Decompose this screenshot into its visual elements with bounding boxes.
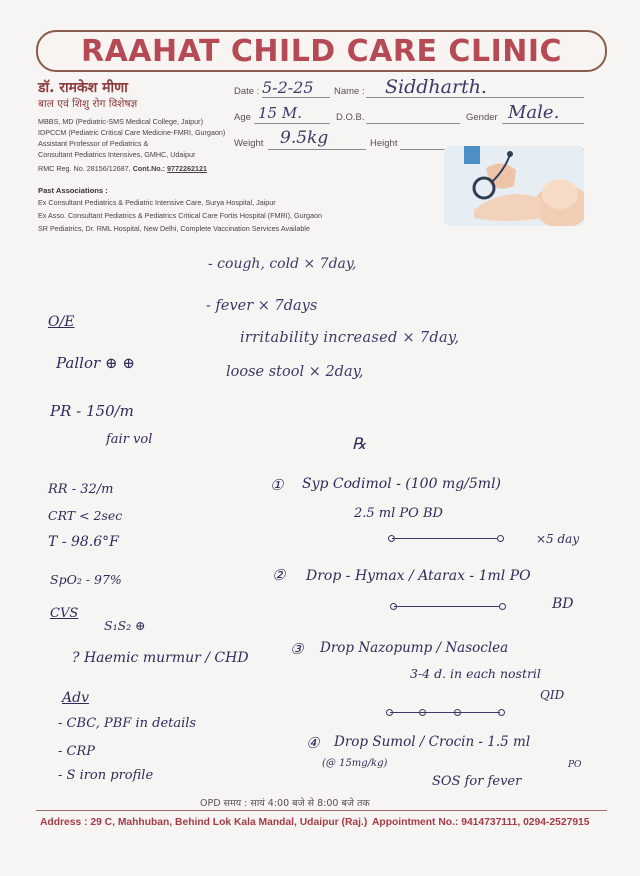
dose-dot xyxy=(388,535,395,542)
qualification-line: Consultant Pediatrics Intensives, GMHC, Udaipur xyxy=(38,150,196,159)
weight-value: 9.5kg xyxy=(280,128,329,148)
dose-schedule-line xyxy=(394,606,500,607)
rx-medicine: Drop - Hymax / Atarax - 1ml PO xyxy=(306,568,531,584)
rx-medicine: Drop Sumol / Crocin - 1.5 ml xyxy=(334,734,531,750)
rmc-reg: RMC Reg. No. 28156/12687, xyxy=(38,164,131,173)
rx-route: PO xyxy=(568,760,582,770)
capillary-refill: CRT < 2sec xyxy=(48,508,123,523)
contact-number: 9772262121 xyxy=(167,164,208,173)
murmur-note: ? Haemic murmur / CHD xyxy=(72,650,249,666)
name-label: Name : xyxy=(334,86,365,97)
rx-number: ④ xyxy=(306,734,320,752)
appointment-numbers: Appointment No.: 9414737111, 0294-2527915 xyxy=(372,817,590,828)
dob-label: D.O.B. xyxy=(336,112,365,123)
height-label: Height xyxy=(370,138,398,149)
history-line: irritability increased × 7day, xyxy=(240,330,460,346)
age-value: 15 M. xyxy=(258,104,302,122)
pallor-finding: Pallor ⊕ ⊕ xyxy=(56,354,135,372)
rx-dose-basis: (@ 15mg/kg) xyxy=(322,758,388,769)
pulse-rate: PR - 150/m xyxy=(50,402,134,420)
rx-medicine: Drop Nazopump / Nasoclea xyxy=(320,640,509,656)
gender-line xyxy=(502,123,584,124)
past-association: Ex Asso. Consultant Pediatrics & Pediatrics Critical Care Fortis Hospital (FMRI), Gurgaon xyxy=(38,211,323,220)
registration-line xyxy=(38,164,207,175)
respiratory-rate: RR - 32/m xyxy=(48,482,114,497)
history-line: - cough, cold × 7day, xyxy=(208,256,357,272)
advice-label: Adv xyxy=(62,690,89,706)
dose-dot xyxy=(454,709,461,716)
history-line: - fever × 7days xyxy=(206,298,318,314)
gender-label: Gender xyxy=(466,112,498,123)
rx-number: ② xyxy=(272,566,286,584)
name-value: Siddharth. xyxy=(385,76,487,98)
dose-dot xyxy=(419,709,426,716)
rx-frequency: SOS for fever xyxy=(432,774,522,789)
advice-item: - CBC, PBF in details xyxy=(58,716,197,731)
contact-label: Cont.No.: xyxy=(132,164,166,173)
advice-item: - S iron profile xyxy=(58,768,154,783)
pulse-volume: fair vol xyxy=(106,432,153,447)
clinic-name: RAAHAT CHILD CARE CLINIC xyxy=(80,34,563,69)
rx-frequency: BD xyxy=(552,596,574,612)
dose-dot xyxy=(498,709,505,716)
age-label: Age xyxy=(234,112,251,123)
past-association: SR Pediatrics, Dr. RML Hospital, New Delhi, Complete Vaccination Services Available xyxy=(38,224,310,233)
qualification-line: IDPCCM (Pediatric Critical Care Medicine-FMRI, Gurgaon) xyxy=(38,128,226,137)
clinic-address: Address : 29 C, Mahhuban, Behind Lok Kala Mandal, Udaipur (Raj.) xyxy=(40,817,368,828)
doctor-specialty: बाल एवं शिशु रोग विशेषज्ञ xyxy=(38,98,138,110)
footer-divider xyxy=(36,810,607,811)
rx-dosage: 2.5 ml PO BD xyxy=(354,506,443,521)
rx-symbol: ℞ xyxy=(352,434,367,453)
baby-stethoscope-photo xyxy=(444,146,584,226)
history-line: loose stool × 2day, xyxy=(226,364,364,380)
rx-number: ③ xyxy=(290,640,304,658)
qualification-line: Assistant Professor of Pediatrics & xyxy=(38,139,149,148)
dose-dot xyxy=(499,603,506,610)
advice-item: - CRP xyxy=(58,744,96,759)
age-line xyxy=(254,123,330,124)
dob-line xyxy=(366,123,460,124)
date-line xyxy=(262,97,330,98)
dose-schedule-line xyxy=(392,538,498,539)
dose-dot xyxy=(386,709,393,716)
past-association: Ex Consultant Pediatrics & Pediatric Intensive Care, Surya Hospital, Jaipur xyxy=(38,198,276,207)
dose-dot xyxy=(497,535,504,542)
rx-medicine: Syp Codimol - (100 mg/5ml) xyxy=(302,476,502,492)
cvs-label: CVS xyxy=(50,606,79,621)
spo2: SpO₂ - 97% xyxy=(50,572,122,587)
weight-line xyxy=(268,149,366,150)
clinic-banner xyxy=(36,30,607,72)
gender-value: Male. xyxy=(508,102,560,123)
qualification-line: MBBS, MD (Pediatric-SMS Medical College, Jaipur) xyxy=(38,117,203,126)
dose-dot xyxy=(390,603,397,610)
opd-hours: OPD समय : सायं 4:00 बजे से 8:00 बजे तक xyxy=(200,798,370,809)
temperature: T - 98.6°F xyxy=(48,534,119,550)
cvs-finding: S₁S₂ ⊕ xyxy=(104,618,146,633)
rx-number: ① xyxy=(270,476,284,494)
rx-dosage: 3-4 d. in each nostril xyxy=(410,666,541,681)
rx-frequency: QID xyxy=(540,688,565,702)
past-associations-title: Past Associations : xyxy=(38,186,108,195)
doctor-name: डॉ. रामकेश मीणा xyxy=(38,80,128,96)
date-value: 5-2-25 xyxy=(262,78,314,97)
rx-duration: ×5 day xyxy=(536,532,580,546)
weight-label: Weight xyxy=(234,138,264,149)
dose-schedule-line xyxy=(390,712,500,713)
date-label: Date : xyxy=(234,86,260,97)
oe-label: O/E xyxy=(48,314,75,330)
